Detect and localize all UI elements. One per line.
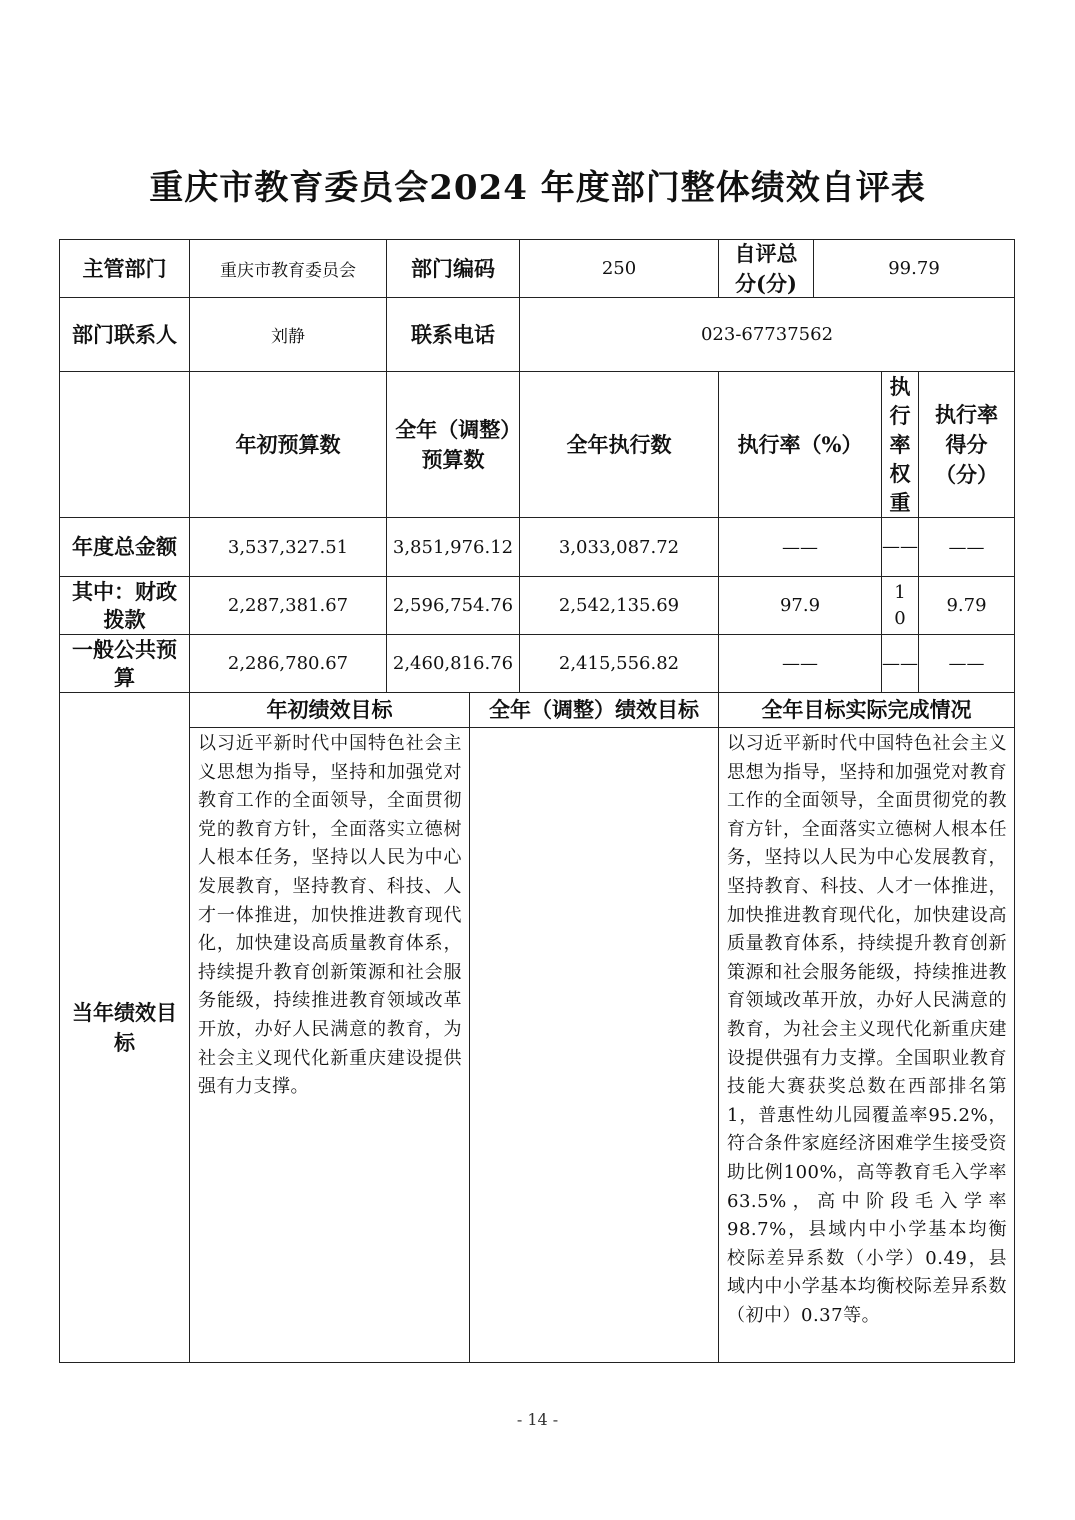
row-fiscal-adjusted: 2,596,754.76 [392,595,514,616]
row-total-weight: —— [882,536,918,557]
row-total-adjusted: 3,851,976.12 [392,536,514,558]
code-value: 250 [601,258,637,279]
header-weight: 执行率权重 [889,374,911,515]
page-number: - 14 - [516,1410,559,1429]
row-general-label: 一般公共预算 [72,636,177,690]
goals-initial-header: 年初绩效目标 [266,697,393,722]
phone-label: 联系电话 [411,321,495,347]
row-general-weight: —— [882,652,918,674]
row-general-executed: 2,415,556.82 [558,653,680,674]
row-fiscal-initial: 2,287,381.67 [227,595,349,616]
row-general-rate: —— [782,653,818,674]
row-total-label: 年度总金额 [72,534,177,559]
row-total-executed: 3,033,087.72 [558,536,680,558]
row-total-initial: 3,537,327.51 [227,536,349,558]
row-fiscal-rate: 97.9 [779,595,821,616]
row-fiscal-label: 其中：财政拨款 [72,578,177,632]
page-title: 重庆市教育委员会2024 年度部门整体绩效自评表 [149,168,926,208]
dept-value: 重庆市教育委员会 [220,261,356,281]
dept-label: 主管部门 [82,255,167,281]
header-score: 执行率得分（分） [935,401,998,487]
row-general-initial: 2,286,780.67 [227,653,349,674]
phone-value: 023-67737562 [700,324,834,345]
row-general-adjusted: 2,460,816.76 [392,653,514,674]
row-fiscal-score: 9.79 [946,595,987,616]
score-label: 自评总分(分) [734,240,798,296]
goals-row-label: 当年绩效目标 [72,999,177,1055]
header-initial-budget: 年初预算数 [235,431,341,457]
header-executed: 全年执行数 [566,431,672,457]
row-fiscal-executed: 2,542,135.69 [558,595,680,616]
goals-actual-text: 以习近平新时代中国特色社会主义思想为指导，坚持和加强党对教育工作的全面领导，全面贯彻党的教育方针，全面落实立德树人根本任务，坚持以人民为中心发展教育，坚持教育、科技、人才一体推进，加快推进教育现代化，加快建设高质量教育体系，持续提升教育创新策源和社会服务能级，持续推进教育领域改革开放，办好人民满意的教育，为社会主义现代化新重庆建设提供强有力支撑。全国职业教育技能大赛获奖总数在西部排名第1，普惠性幼儿园覆盖率95.2%，符合条件家庭经济困难学生接受资助比例100%，高等教育毛入学率63.5%，高中阶段毛入学率98.7%，县域内中小学基本均衡校际差异系数（小学）0.49，县域内中小学基本均衡校际差异系数（初中）0.37等。 [727,733,1007,1326]
contact-value: 刘静 [271,327,305,347]
code-label: 部门编码 [411,255,495,281]
contact-label: 部门联系人 [72,321,177,347]
goals-actual-header: 全年目标实际完成情况 [761,697,972,722]
row-fiscal-weight: 10 [894,581,906,629]
goals-initial-text: 以习近平新时代中国特色社会主义思想为指导，坚持和加强党对教育工作的全面领导，全面贯彻党的教育方针，全面落实立德树人根本任务，坚持以人民为中心发展教育，坚持教育、科技、人才一体推进，加快推进教育现代化，加快建设高质量教育体系，持续提升教育创新策源和社会服务能级，持续推进教育领域改革开放，办好人民满意的教育，为社会主义现代化新重庆建设提供强有力支撑。 [198,733,462,1098]
header-rate: 执行率（%） [737,431,863,457]
goals-adjusted-header: 全年（调整）绩效目标 [489,697,699,722]
row-total-rate: —— [782,536,818,558]
score-value: 99.79 [888,258,940,279]
row-total-score: —— [948,536,985,558]
row-general-score: —— [948,653,985,674]
header-adjusted-budget: 全年（调整）预算数 [395,416,511,472]
